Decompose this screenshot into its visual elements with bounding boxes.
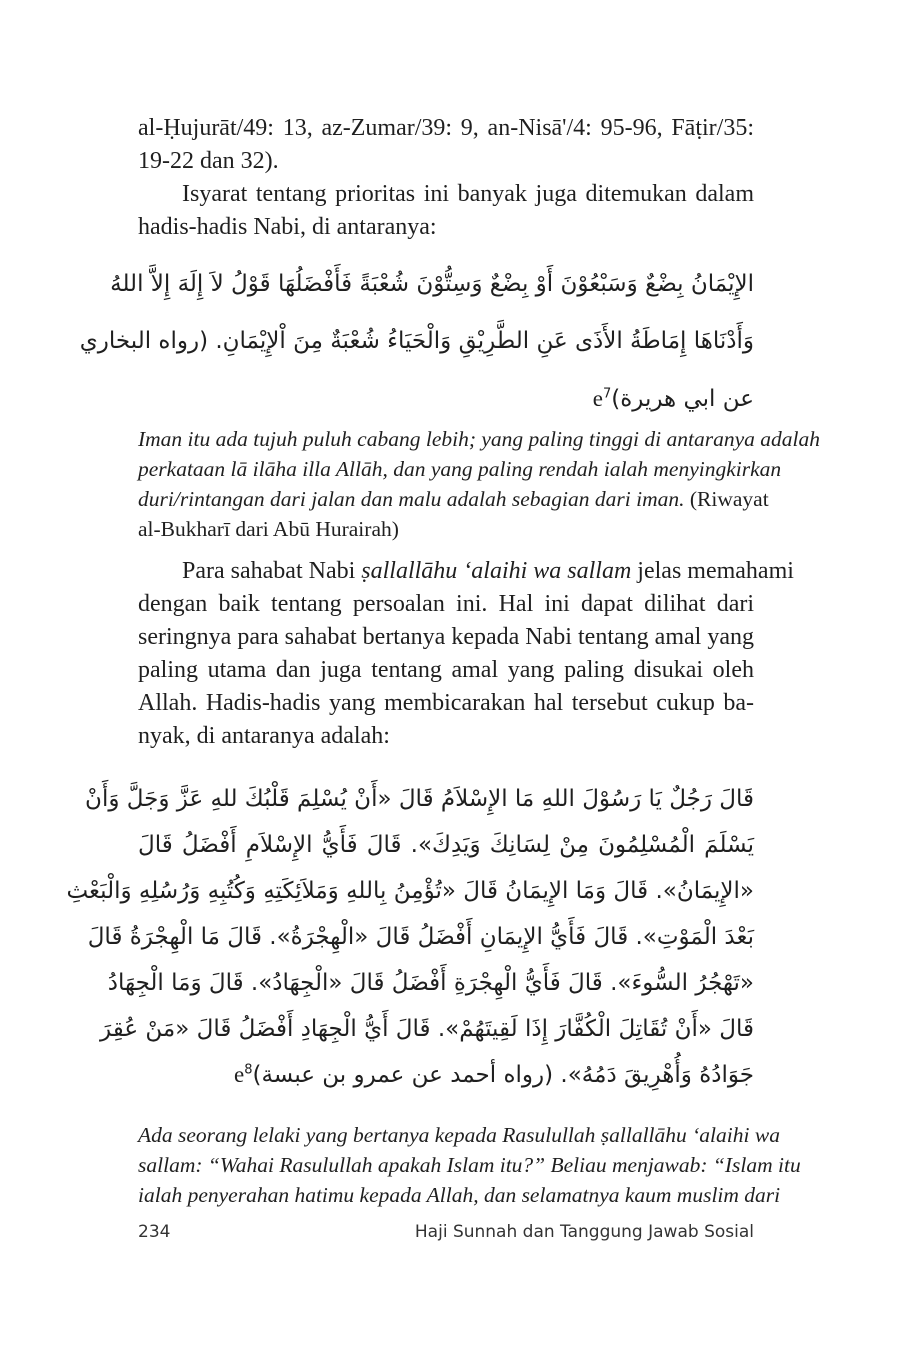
honorific-glyph: e: [592, 386, 603, 411]
arabic-line: قَالَ «أَنْ تُقَاتِلَ الْكُفَّارَ إِذَا لَقِيتَهُمْ». قَالَ أَيُّ الْجِهَادِ أَفْضَلُ قَالَ «مَنْ عُقِرَ: [100, 1016, 754, 1042]
paragraph-references: [138, 112, 754, 178]
arabic-line: قَالَ رَجُلٌ يَا رَسُوْلَ اللهِ مَا الإِسْلاَمُ قَالَ «أَنْ يُسْلِمَ قَلْبُكَ للهِ عَزَّ وَجَلَّ وَأَنْ: [85, 786, 754, 812]
translation-hadith-islam: [138, 1120, 801, 1210]
text-line: al-Bukharī dari Abū Hurairah): [138, 517, 399, 541]
arabic-line: الإِيْمَانُ بِضْعٌ وَسَبْعُوْنَ أَوْ بِضْعٌ وَسِتُّوْنَ شُعْبَةً فَأَفْضَلُهَا قَوْلُ لاَ إِلَهَ إِلاَّ اللهُ: [110, 271, 754, 297]
text-line: seringnya para sahabat bertanya kepada Nabi tentang amal yang: [138, 624, 754, 650]
text-line: Allah. Hadis-hadis yang membicarakan hal tersebut cukup ba-: [138, 690, 754, 716]
arabic-hadith-islam: [66, 776, 754, 1098]
page-footer: [138, 1222, 754, 1242]
text-line: [138, 555, 794, 588]
text-line: hadis-hadis Nabi, di antaranya:: [138, 214, 437, 240]
paragraph-sahabat: [138, 555, 794, 753]
text-line: nyak, di antaranya adalah:: [138, 723, 390, 749]
italic-text: ṣallallāhu ‘alaihi wa sallam: [361, 558, 632, 584]
arabic-text: عن ابي هريرة): [611, 386, 754, 412]
text-line: perkataan lā ilāha illa Allāh, dan yang paling rendah ialah menyingkirkan: [138, 457, 782, 481]
text-line: al-Ḥujurāt/49: 13, az-Zumar/39: 9, an-Nisā'/4: 95-96, Fāṭir/35:: [138, 115, 754, 141]
arabic-line: [138, 370, 754, 428]
plain-text: Para sahabat Nabi: [182, 558, 362, 584]
page-number: 234: [138, 1222, 171, 1242]
arabic-line: «الإِيمَانُ». قَالَ وَمَا الإِيمَانُ قَالَ «تُؤْمِنُ بِاللهِ وَمَلاَئِكَتِهِ وَكُتُبِهِ وَرُسُلِهِ وَالْبَعْثِ: [66, 878, 754, 904]
arabic-text: جَوَادُهُ وَأُهْرِيقَ دَمُهُ». (رواه أحمد عن عمرو بن عبسة): [252, 1062, 754, 1088]
running-title: Haji Sunnah dan Tanggung Jawab Sosial: [414, 1222, 754, 1242]
arabic-line: يَسْلَمَ الْمُسْلِمُونَ مِنْ لِسَانِكَ وَيَدِكَ». قَالَ فَأَيُّ الإِسْلاَمِ أَفْضَلُ قَالَ: [138, 832, 754, 858]
text-line: paling utama dan juga tentang amal yang paling disukai oleh: [138, 657, 754, 683]
text-line: Isyarat tentang prioritas ini banyak juga ditemukan dalam: [182, 181, 754, 207]
arabic-line: وَأَدْنَاهَا إِمَاطَةُ الأَذَى عَنِ الطَّرِيْقِ وَالْحَيَاءُ شُعْبَةٌ مِنَ اْلإِيْمَانِ. (رواه البخاري: [79, 328, 754, 354]
text-line: 19-22 dan 32).: [138, 148, 279, 174]
arabic-line: بَعْدَ الْمَوْتِ». قَالَ فَأَيُّ الإِيمَانِ أَفْضَلُ قَالَ «الْهِجْرَةُ». قَالَ مَا الْهِجْرَةُ قَالَ: [87, 924, 754, 950]
text-line: dengan baik tentang persoalan ini. Hal ini dapat dilihat dari: [138, 591, 754, 617]
arabic-line: «تَهْجُرُ السُّوءَ». قَالَ فَأَيُّ الْهِجْرَةِ أَفْضَلُ قَالَ «الْجِهَادُ». قَالَ وَمَا الْجِهَادُ: [107, 970, 754, 996]
text-line: [138, 484, 769, 514]
plain-text: jelas memahami: [631, 558, 794, 584]
text-line: Ada seorang lelaki yang bertanya kepada Rasulullah ṣallallāhu ‘alaihi wa: [138, 1123, 780, 1147]
honorific-glyph: e: [234, 1062, 245, 1087]
paragraph-intro-hadith: [138, 178, 754, 244]
plain-text: (Riwayat: [684, 487, 769, 511]
text-line: Iman itu ada tujuh puluh cabang lebih; yang paling tinggi di antaranya adalah: [138, 427, 820, 451]
text-line: ialah penyerahan hatimu kepada Allah, dan selamatnya kaum muslim dari: [138, 1183, 781, 1207]
footnote-marker: 7: [602, 386, 612, 402]
text-line: sallam: “Wahai Rasulullah apakah Islam itu?” Beliau menjawab: “Islam itu: [138, 1153, 801, 1177]
translation-hadith-iman: [138, 424, 820, 544]
italic-text: duri/rintangan dari jalan dan malu adalah sebagian dari iman.: [138, 487, 685, 511]
footnote-marker: 8: [244, 1062, 253, 1078]
arabic-hadith-iman: [79, 256, 754, 428]
arabic-line: [138, 1052, 754, 1098]
